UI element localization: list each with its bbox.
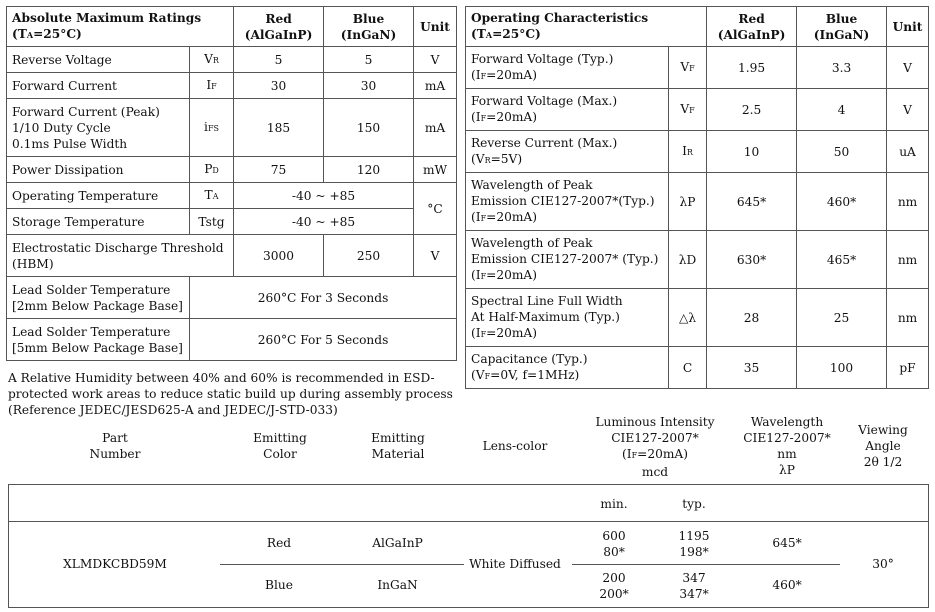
param-cond: (I	[471, 109, 481, 124]
symbol-main: P	[204, 161, 213, 176]
unit: mA	[414, 73, 457, 99]
param-cond-sub: F	[480, 329, 487, 339]
param-cond-post: =20mA)	[486, 267, 537, 282]
param-label: Operating Temperature	[7, 183, 190, 209]
amr-cond-sub: A	[26, 30, 34, 40]
symbol-main: T	[204, 187, 213, 202]
unit: V	[414, 235, 457, 277]
param-cond-post: =20mA)	[486, 109, 537, 124]
param-line: Lead Solder Temperature	[12, 282, 171, 297]
blue-min	[592, 570, 636, 602]
unit: uA	[887, 131, 929, 173]
oc-col-blue-2: (InGaN)	[813, 27, 870, 42]
hdr-line: Material	[371, 447, 425, 461]
param-cond: (I	[471, 267, 481, 282]
symbol-sub: A	[212, 191, 219, 201]
red-typ	[668, 528, 720, 560]
symbol-main: V	[680, 59, 690, 74]
red-min-1: 600	[602, 529, 626, 543]
hdr-line: Number	[89, 447, 141, 461]
symbol: λD	[669, 231, 707, 289]
symbol-sub: F	[211, 81, 217, 91]
param-line: [5mm Below Package Base]	[12, 340, 183, 355]
table-border-left	[8, 484, 9, 608]
param-line: Electrostatic Discharge Threshold	[12, 240, 224, 255]
symbol-sub: R	[686, 147, 693, 157]
blue-typ-1: 347	[682, 571, 706, 585]
blue-value: 460*	[797, 173, 887, 231]
param-line: Wavelength of Peak	[471, 235, 593, 250]
hdr-line: Part	[102, 431, 128, 445]
param-cond-sub: F	[480, 71, 487, 81]
sub-min: min.	[600, 497, 628, 511]
hdr-line: nm	[777, 447, 797, 461]
hdr-line: Angle	[865, 439, 901, 453]
symbol-main: i	[204, 119, 208, 134]
symbol-main: V	[680, 101, 690, 116]
blue-value: 250	[324, 235, 414, 277]
hdr-viewing-angle	[842, 422, 924, 470]
blue-value: 25	[797, 289, 887, 347]
param-cond-sub: F	[480, 213, 487, 223]
oc-col-red-1: Red	[738, 11, 765, 26]
blue-value: 4	[797, 89, 887, 131]
sub-header-divider	[8, 521, 929, 522]
red-value: 10	[707, 131, 797, 173]
param-cond-post: =5V)	[490, 151, 523, 166]
param-cond: (V	[471, 151, 485, 166]
param-line: Forward Voltage (Max.)	[471, 93, 618, 108]
oc-cond-post: =25°C)	[492, 27, 541, 41]
blue-typ	[668, 570, 720, 602]
red-value: 3000	[234, 235, 324, 277]
blue-value: 100	[797, 347, 887, 389]
unit: V	[414, 47, 457, 73]
param-line: Lead Solder Temperature	[12, 324, 171, 339]
oc-cond-sub: A	[485, 30, 493, 40]
param-line: [2mm Below Package Base]	[12, 298, 183, 313]
param-line: Wavelength of Peak	[471, 177, 593, 192]
hdr-line: mcd	[641, 465, 669, 479]
param-cond: (I	[471, 209, 481, 224]
red-value: 5	[234, 47, 324, 73]
param-line: Spectral Line Full Width	[471, 293, 623, 308]
amr-cond: (T	[12, 27, 27, 41]
param-line: Forward Current (Peak)	[12, 104, 160, 119]
row-divider-left	[220, 564, 464, 565]
red-min	[592, 528, 636, 560]
blue-value: 150	[324, 99, 414, 157]
red-typ-2: 198*	[679, 545, 709, 559]
hdr-line: Wavelength	[750, 415, 824, 429]
red-value: 2.5	[707, 89, 797, 131]
symbol: λP	[669, 173, 707, 231]
part-number: XLMDKCBD59M	[63, 557, 167, 571]
red-min-2: 80*	[603, 545, 625, 559]
hdr-line: CIE127-2007*	[611, 431, 699, 445]
symbol-sub: R	[212, 55, 219, 65]
oc-col-red-2: (AlGaInP)	[717, 27, 786, 42]
param-line: (HBM)	[12, 256, 54, 271]
amr-col-red-2: (AlGaInP)	[244, 27, 313, 42]
amr-cond-post: =25°C)	[33, 27, 82, 41]
symbol-sub: FS	[207, 123, 219, 133]
temp-range: -40 ~ +85	[234, 183, 414, 209]
unit: pF	[887, 347, 929, 389]
param-label: Reverse Voltage	[7, 47, 190, 73]
oc-title: Operating Characteristics	[471, 11, 649, 25]
unit: V	[887, 89, 929, 131]
lens-color: White Diffused	[469, 557, 561, 571]
blue-value: 5	[324, 47, 414, 73]
param-cond: (I	[471, 325, 481, 340]
blue-typ-2: 347*	[679, 587, 709, 601]
unit: °C	[414, 183, 457, 235]
red-value: 35	[707, 347, 797, 389]
symbol: Tstg	[190, 209, 234, 235]
red-material: AlGaInP	[372, 536, 423, 550]
oc-col-unit: Unit	[887, 7, 929, 47]
hdr-line: Color	[263, 447, 297, 461]
unit: mA	[414, 99, 457, 157]
symbol: △λ	[669, 289, 707, 347]
amr-col-unit: Unit	[414, 7, 457, 47]
blue-min-1: 200	[602, 571, 626, 585]
param-line: Reverse Current (Max.)	[471, 135, 618, 150]
red-value: 630*	[707, 231, 797, 289]
unit: nm	[887, 173, 929, 231]
hdr-emitting-material	[348, 430, 448, 462]
hdr-line: =20mA)	[637, 447, 688, 461]
hdr-line: Luminous Intensity	[595, 415, 715, 429]
hdr-lens-color: Lens-color	[482, 439, 548, 453]
param-line: 0.1ms Pulse Width	[12, 136, 128, 151]
hdr-line-sub: F	[631, 451, 638, 460]
param-cond-sub: F	[480, 271, 487, 281]
symbol-sub: D	[212, 165, 219, 175]
param-line: At Half-Maximum (Typ.)	[471, 309, 620, 324]
symbol-main: I	[682, 143, 687, 158]
viewing-angle: 30°	[872, 557, 894, 571]
unit: nm	[887, 231, 929, 289]
table-border-right	[928, 484, 929, 608]
red-value: 645*	[707, 173, 797, 231]
symbol-sub: F	[689, 63, 695, 73]
hdr-line: Emitting	[371, 431, 425, 445]
hdr-line: (I	[622, 447, 632, 461]
param-cond-sub: F	[484, 371, 491, 381]
hdr-line: CIE127-2007*	[743, 431, 831, 445]
blue-material: InGaN	[377, 578, 418, 592]
unit: V	[887, 47, 929, 89]
param-line: 1/10 Duty Cycle	[12, 120, 111, 135]
param-cond-post: =20mA)	[486, 325, 537, 340]
red-value: 75	[234, 157, 324, 183]
unit: mW	[414, 157, 457, 183]
param-cond-sub: F	[480, 113, 487, 123]
row-divider-right	[572, 564, 840, 565]
symbol-sub: F	[689, 105, 695, 115]
red-color: Red	[266, 536, 292, 550]
param-label: Storage Temperature	[7, 209, 190, 235]
hdr-line: Viewing	[858, 423, 908, 437]
param-line: Capacitance (Typ.)	[471, 351, 588, 366]
amr-col-red-1: Red	[265, 11, 292, 26]
param-label: Power Dissipation	[7, 157, 190, 183]
amr-col-blue-1: Blue	[352, 11, 385, 26]
hdr-line: Emitting	[253, 431, 307, 445]
red-typ-1: 1195	[678, 529, 710, 543]
blue-value: 50	[797, 131, 887, 173]
solder-value: 260°C For 3 Seconds	[190, 277, 457, 319]
hdr-line: λP	[779, 463, 795, 477]
oc-cond: (T	[471, 27, 486, 41]
red-value: 30	[234, 73, 324, 99]
symbol-main: V	[204, 51, 213, 66]
param-cond-sub: R	[484, 155, 491, 165]
table-border-bottom	[8, 607, 929, 608]
blue-min-2: 200*	[599, 587, 629, 601]
param-cond-post: =20mA)	[486, 67, 537, 82]
param-line: Forward Voltage (Typ.)	[471, 51, 614, 66]
solder-value: 260°C For 5 Seconds	[190, 319, 457, 361]
esd-note: A Relative Humidity between 40% and 60% is recommended in ESD-protected work areas to reduce static build up during assembly process (Reference JEDEC/JESD625-A and JEDEC/J-STD-033)	[8, 371, 453, 417]
symbol: C	[669, 347, 707, 389]
oc-col-blue-1: Blue	[825, 11, 858, 26]
hdr-luminous-intensity	[580, 414, 730, 480]
temp-range: -40 ~ +85	[234, 209, 414, 235]
blue-value: 3.3	[797, 47, 887, 89]
param-cond: (V	[471, 367, 485, 382]
red-value: 185	[234, 99, 324, 157]
amr-col-blue-2: (InGaN)	[340, 27, 397, 42]
hdr-emitting-color	[230, 430, 330, 462]
blue-value: 30	[324, 73, 414, 99]
blue-color: Blue	[265, 578, 293, 592]
red-value: 28	[707, 289, 797, 347]
blue-value: 120	[324, 157, 414, 183]
amr-title: Absolute Maximum Ratings	[12, 11, 202, 25]
table-border-top	[8, 484, 929, 485]
blue-wavelength: 460*	[772, 578, 802, 592]
param-cond: (I	[471, 67, 481, 82]
hdr-part-number	[60, 430, 170, 462]
param-line: Emission CIE127-2007* (Typ.)	[471, 251, 659, 266]
hdr-line: 2θ 1/2	[863, 455, 903, 469]
param-cond-post: =0V, f=1MHz)	[490, 367, 580, 382]
red-wavelength: 645*	[772, 536, 802, 550]
param-line: Emission CIE127-2007*(Typ.)	[471, 193, 655, 208]
symbol-main: I	[206, 77, 212, 92]
blue-value: 465*	[797, 231, 887, 289]
sub-typ: typ.	[682, 497, 706, 511]
red-value: 1.95	[707, 47, 797, 89]
hdr-wavelength	[733, 414, 841, 478]
param-cond-post: =20mA)	[486, 209, 537, 224]
param-label: Forward Current	[7, 73, 190, 99]
unit: nm	[887, 289, 929, 347]
